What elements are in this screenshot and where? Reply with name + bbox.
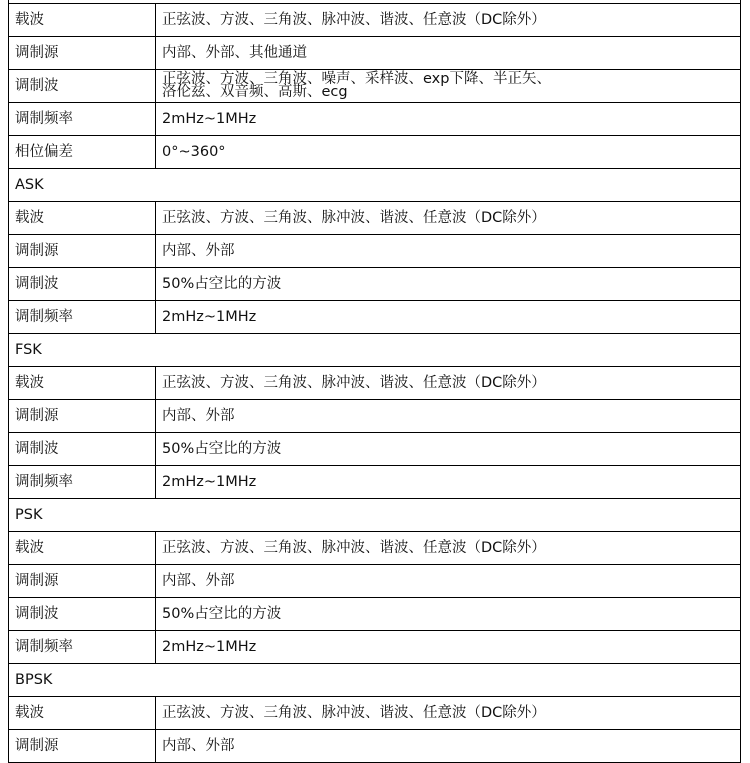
row-label: 调制频率	[9, 103, 156, 136]
table-row	[9, 598, 741, 631]
row-label: 调制波	[9, 433, 156, 466]
row-label: 调制源	[9, 565, 156, 598]
row-label: 调制源	[9, 400, 156, 433]
row-label: 载波	[9, 202, 156, 235]
table-row	[9, 532, 741, 565]
spec-table	[8, 3, 741, 763]
table-row	[9, 202, 741, 235]
row-value: 正弦波、方波、三角波、脉冲波、谐波、任意波（DC除外）	[156, 202, 741, 235]
row-value-line: 正弦波、方波、三角波、噪声、采样波、exp下降、半正矢、	[162, 71, 551, 87]
row-label: 载波	[9, 4, 156, 37]
row-value: 内部、外部、其他通道	[156, 37, 741, 70]
row-value: 正弦波、方波、三角波、脉冲波、谐波、任意波（DC除外）	[156, 532, 741, 565]
table-row	[9, 103, 741, 136]
section-title: FSK	[9, 334, 741, 367]
row-value: 内部、外部	[156, 730, 741, 763]
row-value: 50%占空比的方波	[156, 433, 741, 466]
section-title: BPSK	[9, 664, 741, 697]
row-label: 调制源	[9, 730, 156, 763]
row-value: 50%占空比的方波	[156, 598, 741, 631]
row-label: 调制源	[9, 235, 156, 268]
table-row	[9, 136, 741, 169]
row-value: 内部、外部	[156, 565, 741, 598]
row-label: 载波	[9, 367, 156, 400]
row-value-line: 洛伦兹、双音频、高斯、ecg	[162, 84, 348, 100]
section-header-row	[9, 169, 741, 202]
row-label: 相位偏差	[9, 136, 156, 169]
table-row	[9, 268, 741, 301]
row-label: 调制波	[9, 268, 156, 301]
row-label: 调制频率	[9, 631, 156, 664]
table-row	[9, 631, 741, 664]
row-value: 2mHz~1MHz	[156, 301, 741, 334]
row-value: 2mHz~1MHz	[156, 631, 741, 664]
row-label: 载波	[9, 697, 156, 730]
section-header-row	[9, 334, 741, 367]
section-header-row	[9, 499, 741, 532]
table-row	[9, 697, 741, 730]
section-header-row	[9, 664, 741, 697]
row-label: 调制波	[9, 70, 156, 103]
table-row	[9, 301, 741, 334]
row-label: 调制频率	[9, 466, 156, 499]
table-row	[9, 37, 741, 70]
table-row	[9, 235, 741, 268]
row-value: 正弦波、方波、三角波、脉冲波、谐波、任意波（DC除外）	[156, 697, 741, 730]
row-label: 调制源	[9, 37, 156, 70]
row-value: 0°~360°	[156, 136, 741, 169]
section-title: ASK	[9, 169, 741, 202]
table-row	[9, 367, 741, 400]
table-row	[9, 4, 741, 37]
row-value: 2mHz~1MHz	[156, 103, 741, 136]
row-value: 正弦波、方波、三角波、脉冲波、谐波、任意波（DC除外）	[156, 367, 741, 400]
section-title: PSK	[9, 499, 741, 532]
table-row	[9, 565, 741, 598]
row-value: 正弦波、方波、三角波、脉冲波、谐波、任意波（DC除外）	[156, 4, 741, 37]
row-value: 内部、外部	[156, 400, 741, 433]
row-value	[156, 70, 741, 103]
row-value: 内部、外部	[156, 235, 741, 268]
row-label: 载波	[9, 532, 156, 565]
table-row	[9, 433, 741, 466]
row-value: 2mHz~1MHz	[156, 466, 741, 499]
row-label: 调制频率	[9, 301, 156, 334]
row-value: 50%占空比的方波	[156, 268, 741, 301]
table-row	[9, 70, 741, 103]
table-row	[9, 466, 741, 499]
table-row	[9, 730, 741, 763]
table-row	[9, 400, 741, 433]
row-label: 调制波	[9, 598, 156, 631]
